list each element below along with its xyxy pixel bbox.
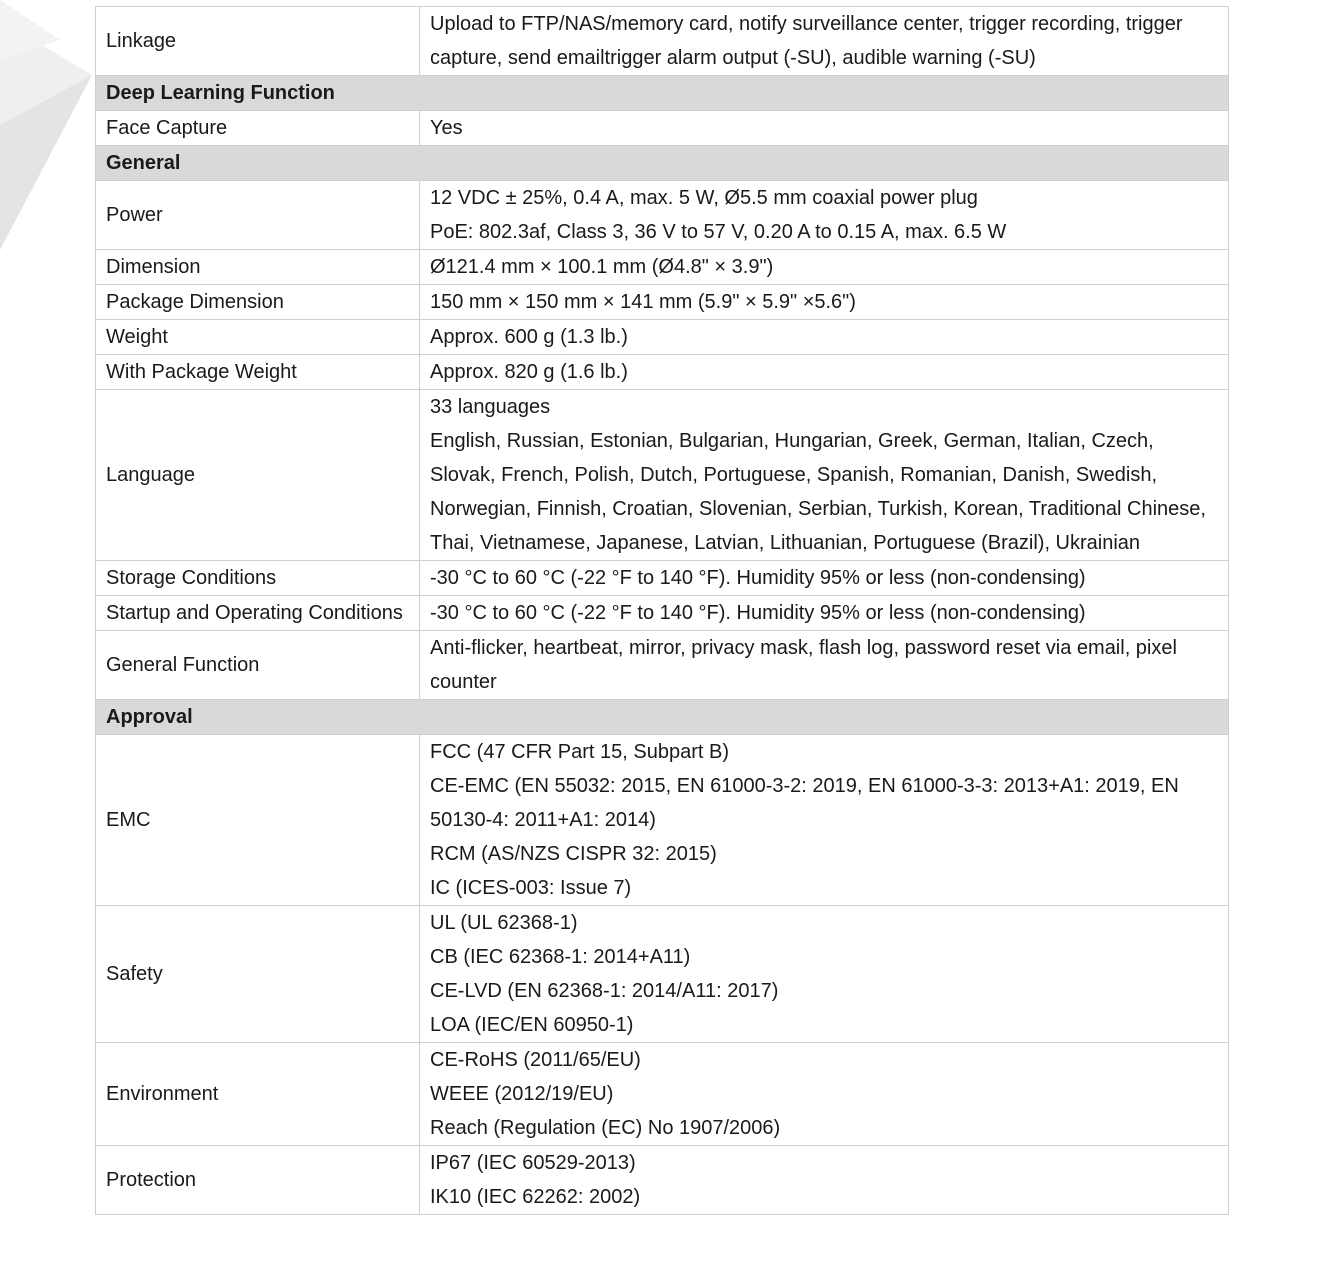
spec-row (96, 1043, 1229, 1146)
spec-value-line: Upload to FTP/NAS/memory card, notify surveillance center, trigger recording, trigger capture, send emailtrigger alarm output (-SU), audible warning (-SU) (430, 13, 1183, 69)
spec-row (96, 111, 1229, 146)
spec-label: Linkage (96, 7, 420, 76)
spec-label: Protection (96, 1146, 420, 1215)
spec-value-line: English, Russian, Estonian, Bulgarian, Hungarian, Greek, German, Italian, Czech, Slovak, French, Polish, Dutch, Portuguese, Spanish, Romanian, Danish, Swedish, Norwegian, Finnish, Croatian, Slovenian, Serbian, Turkish, Korean, Traditional Chinese, Thai, Vietnamese, Japanese, Latvian, Lithuanian, Portuguese (Brazil), Ukrainian (430, 430, 1206, 554)
spec-row (96, 285, 1229, 320)
spec-value (420, 181, 1229, 250)
spec-value-line: Approx. 820 g (1.6 lb.) (430, 361, 628, 383)
spec-row (96, 390, 1229, 561)
spec-label: Face Capture (96, 111, 420, 146)
spec-value (420, 250, 1229, 285)
spec-value (420, 631, 1229, 700)
spec-value-line: UL (UL 62368-1) (430, 912, 578, 934)
spec-value-line: CE-EMC (EN 55032: 2015, EN 61000-3-2: 2019, EN 61000-3-3: 2013+A1: 2019, EN 50130-4: 2011+A1: 2014) (430, 775, 1179, 831)
spec-label: Dimension (96, 250, 420, 285)
spec-value-line: CE-LVD (EN 62368-1: 2014/A11: 2017) (430, 980, 779, 1002)
spec-value-line: RCM (AS/NZS CISPR 32: 2015) (430, 843, 717, 865)
spec-value-line: PoE: 802.3af, Class 3, 36 V to 57 V, 0.20 A to 0.15 A, max. 6.5 W (430, 221, 1007, 243)
spec-label: Safety (96, 906, 420, 1043)
specification-table (95, 6, 1229, 1215)
spec-value (420, 906, 1229, 1043)
spec-value-line: Anti-flicker, heartbeat, mirror, privacy mask, flash log, password reset via email, pixel counter (430, 637, 1177, 693)
section-title: General (96, 146, 1229, 181)
spec-value (420, 111, 1229, 146)
spec-value (420, 355, 1229, 390)
spec-value-line: IP67 (IEC 60529-2013) (430, 1152, 636, 1174)
spec-label: Environment (96, 1043, 420, 1146)
spec-value-line: IK10 (IEC 62262: 2002) (430, 1186, 641, 1208)
spec-label: Startup and Operating Conditions (96, 596, 420, 631)
spec-value-line: LOA (IEC/EN 60950-1) (430, 1014, 634, 1036)
spec-row (96, 355, 1229, 390)
spec-value-line: -30 °C to 60 °C (-22 °F to 140 °F). Humidity 95% or less (non-condensing) (430, 567, 1086, 589)
spec-row (96, 561, 1229, 596)
spec-value (420, 561, 1229, 596)
spec-value (420, 1043, 1229, 1146)
spec-value (420, 285, 1229, 320)
spec-label: Power (96, 181, 420, 250)
spec-label: With Package Weight (96, 355, 420, 390)
spec-value (420, 7, 1229, 76)
spec-value (420, 1146, 1229, 1215)
spec-value (420, 320, 1229, 355)
spec-label: Weight (96, 320, 420, 355)
spec-value-line: Reach (Regulation (EC) No 1907/2006) (430, 1117, 781, 1139)
spec-row (96, 320, 1229, 355)
spec-row (96, 735, 1229, 906)
spec-row (96, 1146, 1229, 1215)
spec-row (96, 181, 1229, 250)
section-header-row (96, 76, 1229, 111)
spec-label: EMC (96, 735, 420, 906)
spec-value-line: 33 languages (430, 396, 551, 418)
spec-value-line: Yes (430, 117, 463, 139)
spec-value (420, 596, 1229, 631)
spec-value-line: IC (ICES-003: Issue 7) (430, 877, 632, 899)
spec-value-line: WEEE (2012/19/EU) (430, 1083, 614, 1105)
spec-value (420, 390, 1229, 561)
spec-value-line: Approx. 600 g (1.3 lb.) (430, 326, 628, 348)
spec-label: Package Dimension (96, 285, 420, 320)
spec-value (420, 735, 1229, 906)
spec-row (96, 906, 1229, 1043)
section-header-row (96, 146, 1229, 181)
spec-row (96, 596, 1229, 631)
spec-value-line: 12 VDC ± 25%, 0.4 A, max. 5 W, Ø5.5 mm coaxial power plug (430, 187, 978, 209)
spec-row (96, 250, 1229, 285)
spec-label: Storage Conditions (96, 561, 420, 596)
spec-value-line: CE-RoHS (2011/65/EU) (430, 1049, 641, 1071)
spec-label: Language (96, 390, 420, 561)
watermark-logo-shape (0, 0, 110, 260)
section-title: Approval (96, 700, 1229, 735)
section-title: Deep Learning Function (96, 76, 1229, 111)
spec-label: General Function (96, 631, 420, 700)
spec-value-line: CB (IEC 62368-1: 2014+A11) (430, 946, 691, 968)
spec-value-line: FCC (47 CFR Part 15, Subpart B) (430, 741, 729, 763)
spec-value-line: Ø121.4 mm × 100.1 mm (Ø4.8" × 3.9") (430, 256, 774, 278)
section-header-row (96, 700, 1229, 735)
spec-value-line: -30 °C to 60 °C (-22 °F to 140 °F). Humidity 95% or less (non-condensing) (430, 602, 1086, 624)
spec-value-line: 150 mm × 150 mm × 141 mm (5.9" × 5.9" ×5.6") (430, 291, 856, 313)
spec-row (96, 631, 1229, 700)
spec-row (96, 7, 1229, 76)
